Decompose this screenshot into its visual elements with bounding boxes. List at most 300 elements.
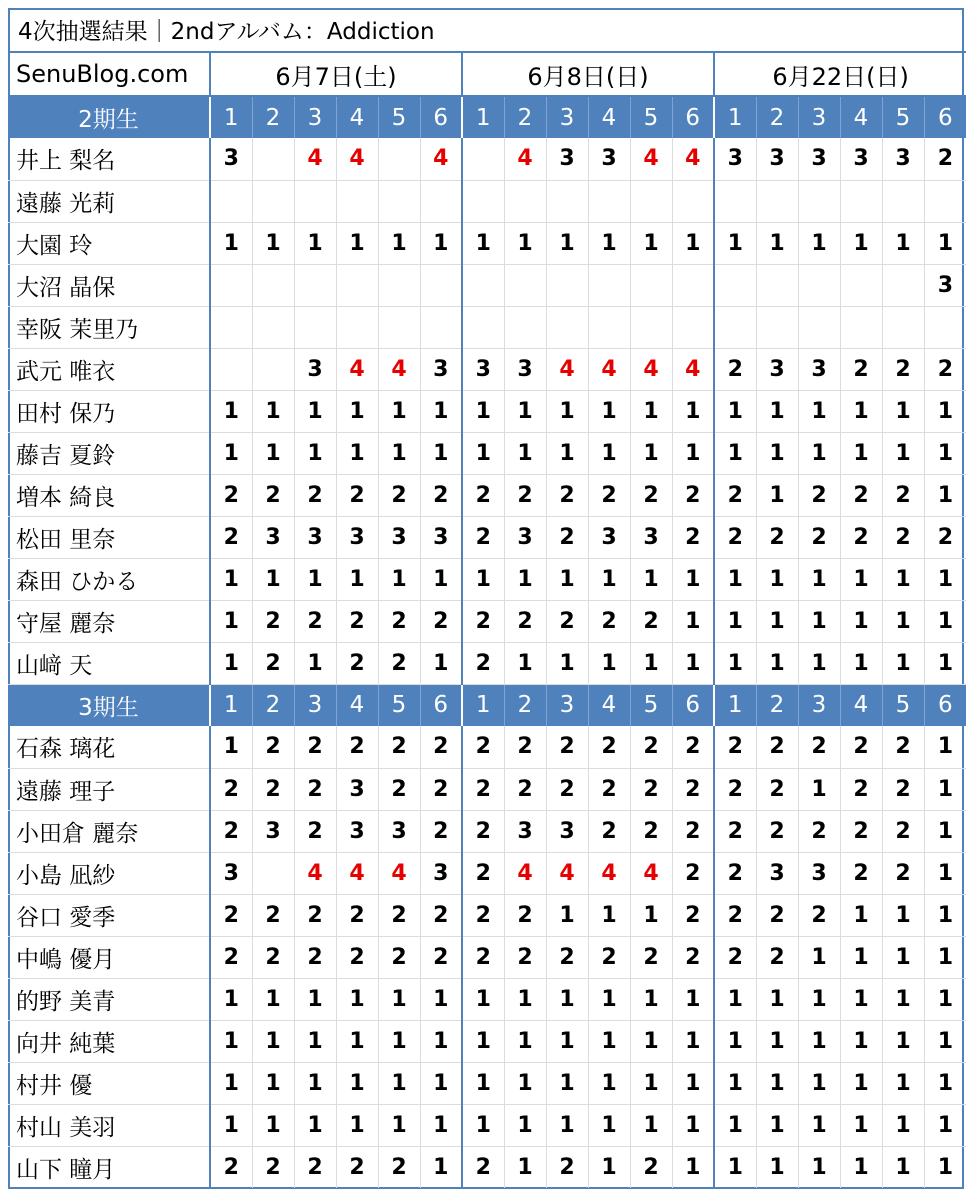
result-cell: 2 (882, 516, 924, 558)
result-cell: 1 (882, 642, 924, 684)
result-cell: 2 (546, 1146, 588, 1188)
result-cell: 1 (252, 1062, 294, 1104)
result-cell: 2 (210, 474, 252, 516)
result-cell (462, 180, 504, 222)
generation-label: 3期生 (8, 684, 210, 726)
result-cell: 1 (504, 642, 546, 684)
result-cell: 2 (672, 726, 714, 768)
result-cell: 3 (378, 516, 420, 558)
result-cell: 1 (756, 1146, 798, 1188)
result-cell: 1 (588, 222, 630, 264)
result-cell: 2 (756, 936, 798, 978)
result-cell: 2 (672, 936, 714, 978)
result-cell: 1 (882, 936, 924, 978)
result-cell: 2 (252, 894, 294, 936)
result-cell: 4 (294, 852, 336, 894)
result-cell (756, 306, 798, 348)
result-cell (882, 264, 924, 306)
result-cell (546, 180, 588, 222)
result-cell: 2 (252, 600, 294, 642)
result-cell: 3 (588, 516, 630, 558)
slot-number: 4 (336, 96, 378, 138)
result-cell (546, 264, 588, 306)
result-cell: 1 (210, 978, 252, 1020)
result-cell (714, 264, 756, 306)
result-cell: 2 (672, 516, 714, 558)
result-cell: 2 (798, 474, 840, 516)
result-cell: 2 (756, 810, 798, 852)
result-cell (252, 348, 294, 390)
result-cell: 1 (420, 1062, 462, 1104)
result-cell: 1 (462, 1104, 504, 1146)
result-cell: 1 (840, 222, 882, 264)
result-cell: 3 (924, 264, 966, 306)
result-cell: 3 (420, 852, 462, 894)
result-cell: 2 (714, 474, 756, 516)
slot-number: 5 (378, 96, 420, 138)
result-cell (588, 264, 630, 306)
result-cell: 1 (294, 222, 336, 264)
result-cell: 1 (882, 222, 924, 264)
result-cell: 1 (798, 432, 840, 474)
result-cell: 2 (252, 474, 294, 516)
result-cell: 2 (798, 516, 840, 558)
result-cell: 2 (378, 726, 420, 768)
result-cell: 1 (378, 390, 420, 432)
result-cell: 2 (840, 516, 882, 558)
result-cell: 1 (210, 1020, 252, 1062)
result-cell: 3 (588, 138, 630, 180)
result-cell: 1 (336, 390, 378, 432)
result-cell: 2 (840, 726, 882, 768)
result-cell: 2 (378, 768, 420, 810)
result-cell: 1 (588, 558, 630, 600)
generation-header-row (8, 684, 966, 726)
result-cell (378, 264, 420, 306)
member-name: 大沼 晶保 (8, 264, 210, 306)
result-cell: 4 (504, 138, 546, 180)
result-cell (504, 306, 546, 348)
result-cell: 2 (714, 810, 756, 852)
result-cell (924, 180, 966, 222)
result-cell: 1 (210, 1104, 252, 1146)
result-cell: 1 (756, 222, 798, 264)
result-cell: 1 (756, 1020, 798, 1062)
result-cell: 1 (294, 390, 336, 432)
result-cell: 1 (882, 1062, 924, 1104)
result-cell: 4 (546, 348, 588, 390)
result-cell: 1 (840, 642, 882, 684)
member-row (8, 768, 966, 810)
result-cell: 1 (882, 432, 924, 474)
result-cell: 1 (294, 1020, 336, 1062)
result-cell: 4 (630, 138, 672, 180)
result-cell: 1 (798, 768, 840, 810)
slot-number: 4 (840, 96, 882, 138)
result-cell: 1 (798, 1104, 840, 1146)
slot-number: 3 (294, 96, 336, 138)
result-cell: 1 (672, 642, 714, 684)
result-cell: 1 (798, 1020, 840, 1062)
result-cell: 4 (630, 348, 672, 390)
result-cell: 4 (378, 852, 420, 894)
result-cell: 1 (630, 1104, 672, 1146)
result-cell (798, 180, 840, 222)
result-cell: 2 (630, 1146, 672, 1188)
result-cell: 2 (462, 810, 504, 852)
result-cell: 1 (924, 894, 966, 936)
result-cell: 2 (504, 600, 546, 642)
result-cell: 4 (672, 138, 714, 180)
result-cell: 2 (420, 768, 462, 810)
result-cell: 2 (546, 474, 588, 516)
result-cell: 1 (504, 1020, 546, 1062)
result-cell: 1 (210, 600, 252, 642)
result-cell: 3 (756, 852, 798, 894)
result-cell: 1 (756, 1062, 798, 1104)
result-cell: 1 (798, 390, 840, 432)
result-cell: 2 (672, 474, 714, 516)
result-cell: 2 (630, 474, 672, 516)
generation-header-row (8, 96, 966, 138)
result-cell (630, 264, 672, 306)
result-cell: 2 (630, 936, 672, 978)
result-cell: 4 (588, 852, 630, 894)
result-cell: 2 (462, 852, 504, 894)
result-cell (672, 264, 714, 306)
result-cell: 2 (546, 936, 588, 978)
result-cell: 2 (588, 936, 630, 978)
result-cell: 2 (504, 474, 546, 516)
result-cell: 1 (294, 558, 336, 600)
result-cell (252, 306, 294, 348)
result-cell: 1 (924, 432, 966, 474)
result-cell: 2 (840, 768, 882, 810)
member-name: 守屋 麗奈 (8, 600, 210, 642)
member-name: 石森 璃花 (8, 726, 210, 768)
result-cell: 3 (210, 852, 252, 894)
result-cell: 2 (294, 600, 336, 642)
result-cell (924, 306, 966, 348)
result-cell: 2 (336, 474, 378, 516)
result-cell: 1 (546, 390, 588, 432)
result-cell: 3 (336, 768, 378, 810)
result-cell: 1 (336, 1020, 378, 1062)
result-cell: 2 (840, 474, 882, 516)
slot-number: 2 (252, 684, 294, 726)
result-cell (882, 306, 924, 348)
result-cell: 1 (504, 222, 546, 264)
result-cell: 1 (462, 1020, 504, 1062)
result-cell: 2 (882, 852, 924, 894)
result-cell: 1 (672, 222, 714, 264)
result-cell: 1 (504, 978, 546, 1020)
result-cell (462, 264, 504, 306)
result-cell (210, 180, 252, 222)
result-cell: 3 (378, 810, 420, 852)
slot-number: 4 (588, 684, 630, 726)
result-cell: 2 (462, 642, 504, 684)
result-cell: 1 (630, 1020, 672, 1062)
slot-number: 2 (756, 684, 798, 726)
result-cell: 3 (336, 810, 378, 852)
result-cell: 1 (798, 600, 840, 642)
result-cell: 1 (840, 1146, 882, 1188)
result-cell (252, 138, 294, 180)
result-cell: 3 (504, 348, 546, 390)
result-cell: 2 (588, 810, 630, 852)
result-cell: 1 (714, 390, 756, 432)
result-cell: 1 (756, 432, 798, 474)
generation-label: 2期生 (8, 96, 210, 138)
slot-number: 6 (672, 684, 714, 726)
member-name: 井上 梨名 (8, 138, 210, 180)
result-cell: 3 (252, 516, 294, 558)
member-name: 的野 美青 (8, 978, 210, 1020)
result-cell (546, 306, 588, 348)
result-cell: 4 (336, 852, 378, 894)
result-cell: 1 (840, 936, 882, 978)
result-cell: 1 (378, 222, 420, 264)
result-cell: 1 (294, 642, 336, 684)
slot-number: 3 (546, 96, 588, 138)
member-row (8, 432, 966, 474)
result-cell: 1 (378, 432, 420, 474)
member-name: 藤吉 夏鈴 (8, 432, 210, 474)
result-cell: 1 (420, 1146, 462, 1188)
result-cell: 2 (294, 894, 336, 936)
result-cell: 1 (714, 1146, 756, 1188)
slot-number: 5 (882, 96, 924, 138)
result-cell: 2 (420, 726, 462, 768)
result-cell: 3 (210, 138, 252, 180)
result-cell: 1 (462, 432, 504, 474)
result-cell: 1 (672, 1020, 714, 1062)
member-name: 山下 瞳月 (8, 1146, 210, 1188)
result-cell: 1 (504, 1062, 546, 1104)
result-cell: 1 (924, 936, 966, 978)
result-cell: 1 (798, 222, 840, 264)
member-name: 村山 美羽 (8, 1104, 210, 1146)
result-cell: 1 (546, 558, 588, 600)
result-cell: 1 (630, 432, 672, 474)
result-cell: 4 (588, 348, 630, 390)
result-cell: 2 (462, 474, 504, 516)
result-cell: 1 (672, 1062, 714, 1104)
result-cell (714, 306, 756, 348)
result-cell (504, 264, 546, 306)
result-cell: 2 (294, 474, 336, 516)
result-cell: 1 (840, 1020, 882, 1062)
result-cell: 1 (378, 978, 420, 1020)
result-cell: 1 (798, 1062, 840, 1104)
slot-number: 6 (420, 96, 462, 138)
result-cell: 1 (840, 978, 882, 1020)
result-cell: 1 (714, 600, 756, 642)
member-row (8, 264, 966, 306)
result-cell: 3 (798, 852, 840, 894)
result-cell: 1 (336, 978, 378, 1020)
result-cell: 1 (336, 558, 378, 600)
member-row (8, 138, 966, 180)
result-cell: 2 (714, 852, 756, 894)
result-cell (672, 306, 714, 348)
result-cell: 1 (588, 1104, 630, 1146)
result-cell: 1 (672, 1146, 714, 1188)
result-cell: 1 (546, 1104, 588, 1146)
result-cell (588, 180, 630, 222)
result-cell: 2 (840, 348, 882, 390)
result-cell: 2 (882, 726, 924, 768)
result-cell: 1 (252, 1020, 294, 1062)
member-name: 増本 綺良 (8, 474, 210, 516)
result-cell: 3 (840, 138, 882, 180)
member-name: 田村 保乃 (8, 390, 210, 432)
result-cell: 1 (924, 474, 966, 516)
slot-number: 6 (420, 684, 462, 726)
member-row (8, 810, 966, 852)
result-cell: 1 (714, 1062, 756, 1104)
result-cell: 2 (336, 726, 378, 768)
member-name: 村井 優 (8, 1062, 210, 1104)
member-name: 遠藤 理子 (8, 768, 210, 810)
lottery-results-table (8, 8, 966, 1188)
result-cell: 1 (210, 642, 252, 684)
result-cell: 4 (294, 138, 336, 180)
result-cell: 1 (882, 978, 924, 1020)
result-cell: 1 (840, 432, 882, 474)
result-cell: 2 (252, 1146, 294, 1188)
result-cell: 2 (294, 726, 336, 768)
member-row (8, 600, 966, 642)
result-cell: 1 (924, 852, 966, 894)
slot-number: 1 (462, 684, 504, 726)
member-name: 小島 凪紗 (8, 852, 210, 894)
member-name: 大園 玲 (8, 222, 210, 264)
slot-number: 3 (798, 96, 840, 138)
result-cell: 2 (546, 768, 588, 810)
result-cell: 1 (630, 390, 672, 432)
result-cell: 1 (420, 978, 462, 1020)
member-row (8, 390, 966, 432)
result-cell: 2 (420, 810, 462, 852)
result-cell: 2 (210, 936, 252, 978)
result-cell: 1 (840, 1104, 882, 1146)
result-cell: 3 (546, 810, 588, 852)
member-row (8, 306, 966, 348)
result-cell: 1 (546, 1020, 588, 1062)
member-row (8, 474, 966, 516)
result-cell: 3 (756, 348, 798, 390)
result-cell (630, 180, 672, 222)
result-cell (336, 180, 378, 222)
result-cell: 2 (378, 894, 420, 936)
result-cell: 1 (840, 1062, 882, 1104)
result-cell (756, 180, 798, 222)
result-cell: 1 (924, 1062, 966, 1104)
result-cell: 1 (546, 978, 588, 1020)
result-cell: 2 (756, 768, 798, 810)
result-cell: 2 (252, 936, 294, 978)
result-cell: 4 (336, 138, 378, 180)
slot-number: 6 (924, 96, 966, 138)
result-cell: 2 (420, 936, 462, 978)
result-cell: 2 (378, 642, 420, 684)
result-cell (798, 306, 840, 348)
slot-number: 5 (630, 684, 672, 726)
title-row (8, 8, 966, 52)
result-cell: 1 (882, 1146, 924, 1188)
result-cell: 2 (588, 474, 630, 516)
result-cell: 1 (630, 978, 672, 1020)
result-cell: 1 (504, 1146, 546, 1188)
date-row (8, 52, 966, 96)
member-row (8, 1062, 966, 1104)
result-cell: 2 (756, 516, 798, 558)
result-cell: 2 (882, 810, 924, 852)
result-cell: 2 (672, 768, 714, 810)
result-cell: 1 (924, 222, 966, 264)
result-cell: 2 (462, 936, 504, 978)
result-cell: 2 (462, 894, 504, 936)
result-cell: 3 (294, 516, 336, 558)
result-cell: 1 (210, 726, 252, 768)
member-name: 遠藤 光莉 (8, 180, 210, 222)
slot-number: 3 (546, 684, 588, 726)
result-cell: 4 (630, 852, 672, 894)
member-row (8, 936, 966, 978)
result-cell: 2 (462, 726, 504, 768)
result-cell: 2 (840, 852, 882, 894)
result-cell: 4 (504, 852, 546, 894)
result-cell: 3 (798, 348, 840, 390)
result-cell (252, 264, 294, 306)
result-cell: 1 (378, 1062, 420, 1104)
result-cell (294, 180, 336, 222)
table-title: 4次抽選結果｜2ndアルバム：Addiction (8, 8, 966, 52)
result-cell: 1 (630, 894, 672, 936)
slot-number: 3 (294, 684, 336, 726)
result-cell: 1 (798, 936, 840, 978)
result-cell: 1 (462, 390, 504, 432)
slot-number: 4 (588, 96, 630, 138)
result-cell: 1 (840, 600, 882, 642)
slot-number: 5 (378, 684, 420, 726)
result-cell: 1 (210, 432, 252, 474)
result-cell: 1 (630, 558, 672, 600)
result-cell: 2 (882, 348, 924, 390)
result-cell: 3 (756, 138, 798, 180)
result-cell: 2 (714, 348, 756, 390)
result-cell: 1 (462, 978, 504, 1020)
result-cell: 1 (252, 558, 294, 600)
result-cell: 2 (588, 768, 630, 810)
slot-number: 4 (840, 684, 882, 726)
result-cell: 1 (756, 600, 798, 642)
slot-number: 1 (462, 96, 504, 138)
result-cell: 1 (924, 642, 966, 684)
result-cell: 1 (504, 558, 546, 600)
result-cell: 2 (210, 516, 252, 558)
result-cell: 2 (462, 600, 504, 642)
result-cell: 1 (462, 1062, 504, 1104)
result-cell: 1 (504, 432, 546, 474)
member-row (8, 180, 966, 222)
result-cell: 1 (588, 894, 630, 936)
slot-number: 2 (756, 96, 798, 138)
result-cell: 1 (294, 432, 336, 474)
member-row (8, 642, 966, 684)
